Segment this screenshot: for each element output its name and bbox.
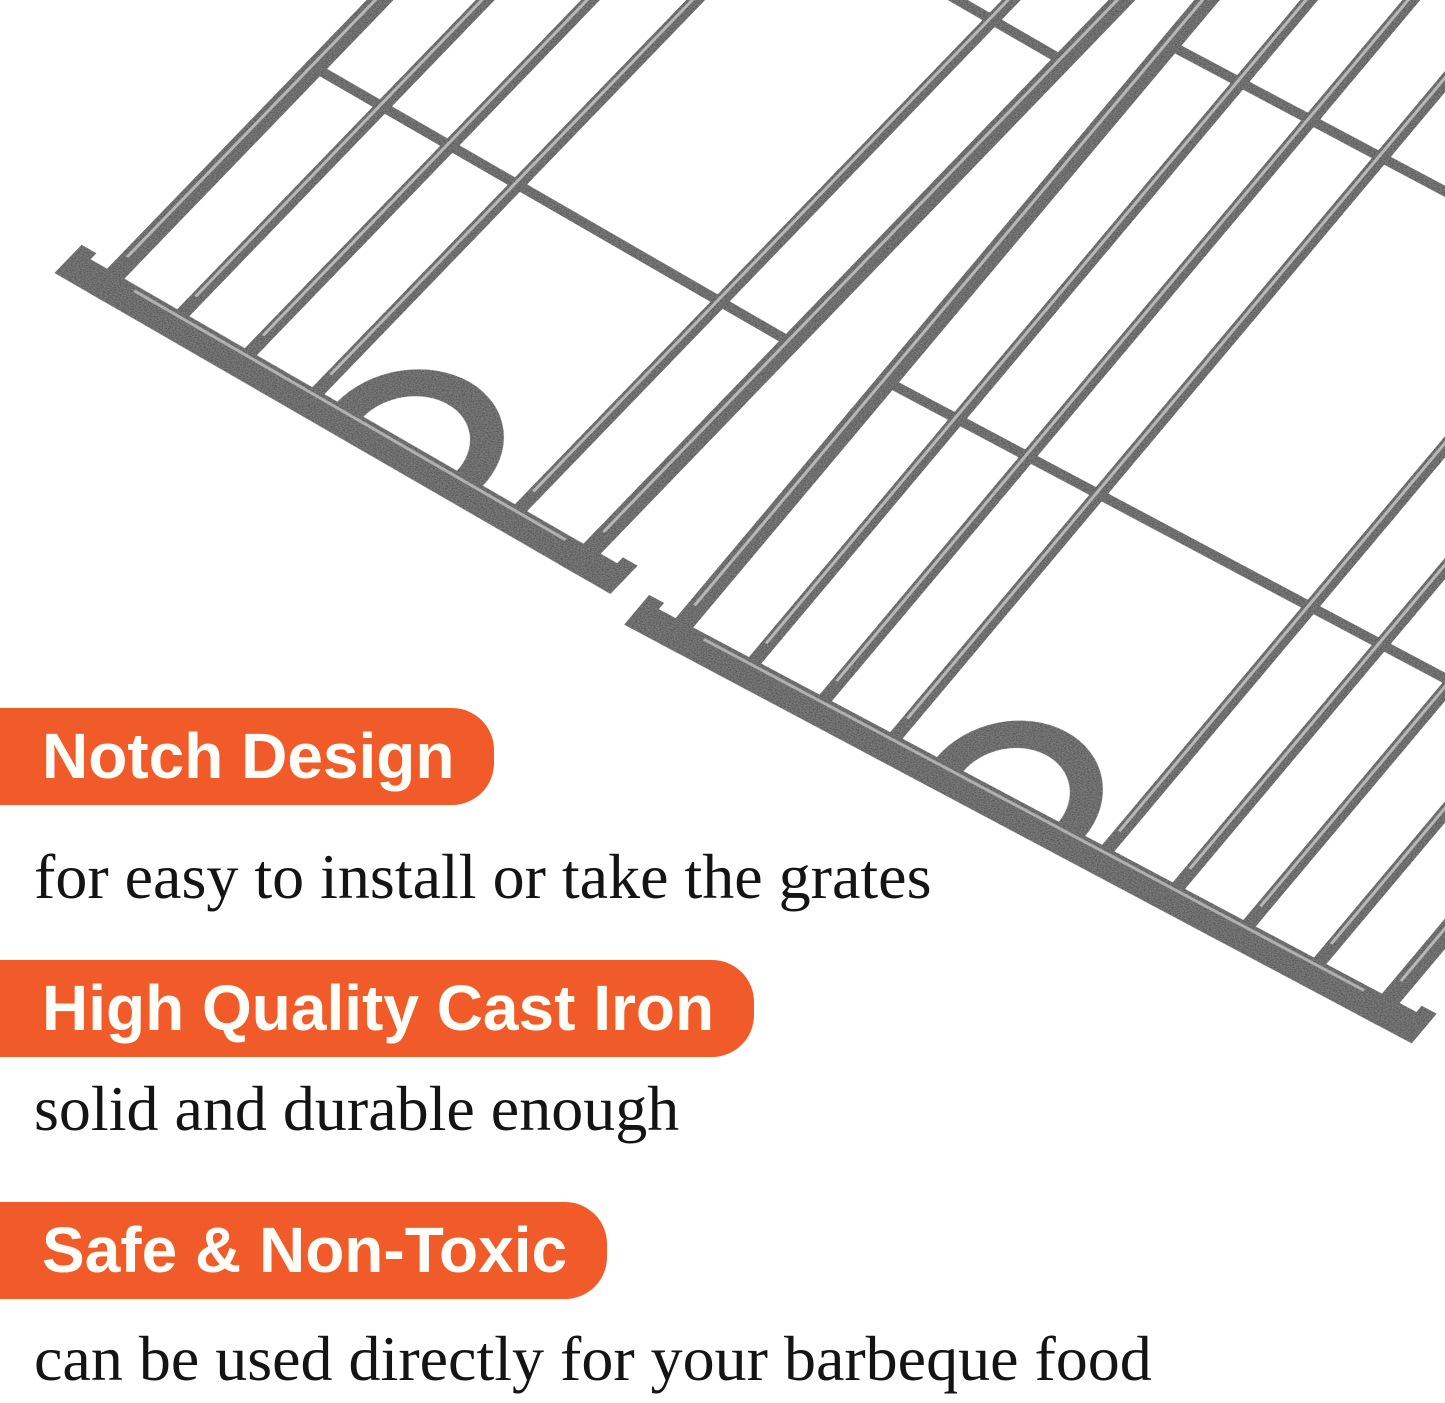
feature-description-non-toxic: can be used directly for your barbeque food bbox=[34, 1323, 1152, 1394]
feature-badge-cast-iron: High Quality Cast Iron bbox=[0, 960, 754, 1057]
feature-description-notch-design: for easy to install or take the grates bbox=[34, 841, 932, 912]
feature-description-cast-iron: solid and durable enough bbox=[34, 1073, 680, 1144]
feature-badge-notch-design: Notch Design bbox=[0, 708, 494, 805]
feature-badge-non-toxic: Safe & Non-Toxic bbox=[0, 1202, 607, 1299]
